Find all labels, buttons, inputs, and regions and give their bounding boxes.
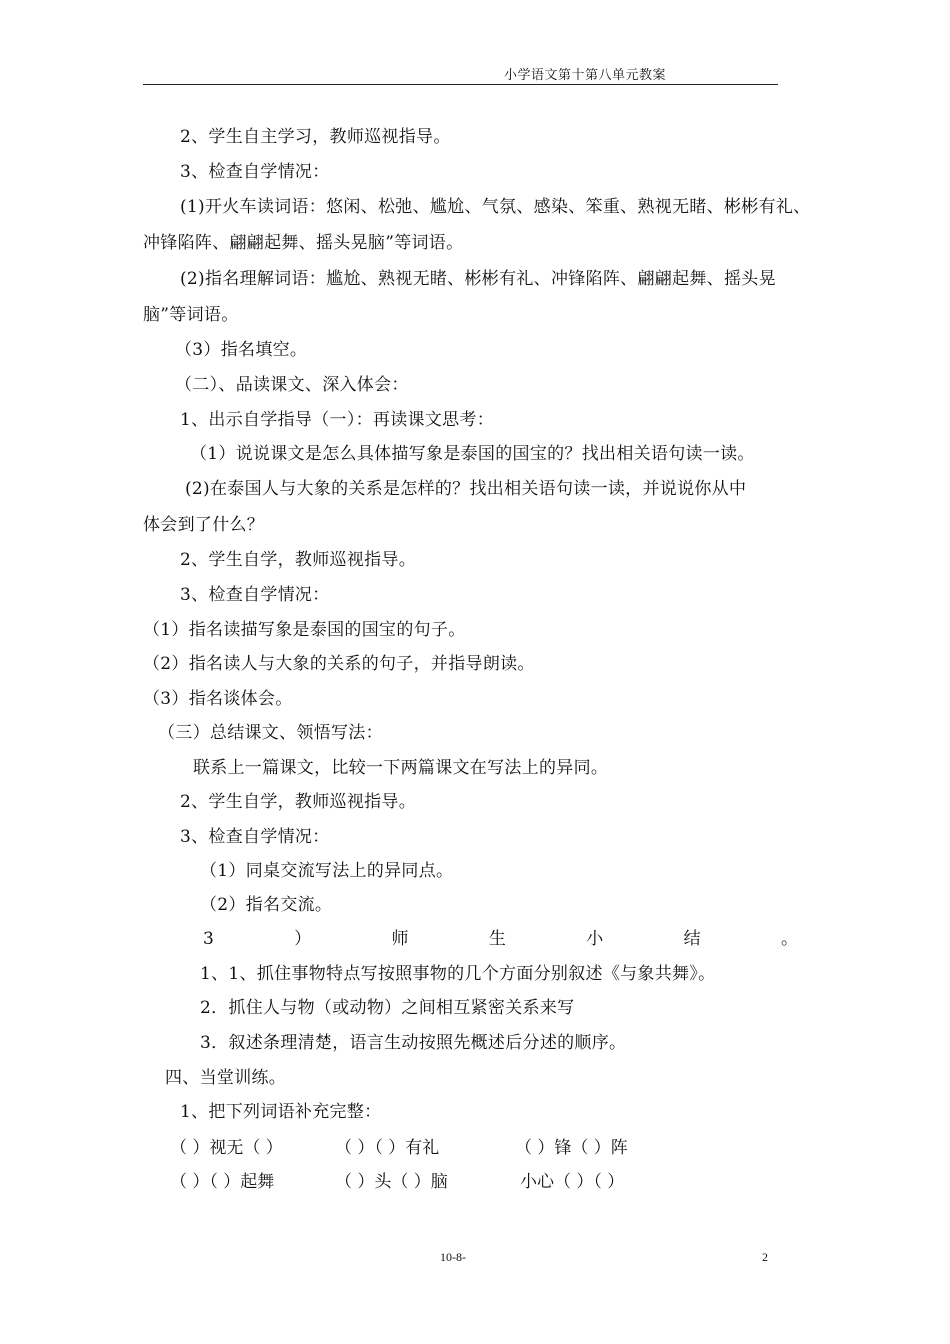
spread-char: 结 bbox=[683, 929, 701, 949]
text-line: (1)开火车读词语：悠闲、松弛、尴尬、气氛、感染、笨重、熟视无睹、彬彬有礼、 bbox=[180, 197, 811, 217]
text-line: （3）指名谈体会。 bbox=[143, 689, 293, 709]
spread-char: 小 bbox=[586, 929, 604, 949]
exercise-item: （ ）锋（ ）阵 bbox=[515, 1138, 628, 1158]
exercise-item: （ ）（ ）有礼 bbox=[335, 1138, 440, 1158]
page-number: 2 bbox=[762, 1250, 768, 1264]
text-line: 1、出示自学指导（一）：再读课文思考： bbox=[180, 410, 495, 430]
exercise-item: 小心（ ）（ ） bbox=[520, 1172, 625, 1192]
text-line: （1）同桌交流写法上的异同点。 bbox=[200, 861, 454, 881]
text-line: 2、学生自主学习，教师巡视指导。 bbox=[180, 127, 451, 147]
text-line: （3）指名填空。 bbox=[175, 340, 308, 360]
spread-char: 3 bbox=[203, 929, 214, 949]
text-line: 3、检查自学情况： bbox=[180, 827, 330, 847]
spread-char: 。 bbox=[780, 929, 798, 949]
text-line: 脑”等词语。 bbox=[143, 305, 239, 325]
text-line: 2、学生自学，教师巡视指导。 bbox=[180, 792, 417, 812]
text-line: 3、检查自学情况： bbox=[180, 585, 330, 605]
teacher-summary-line bbox=[203, 928, 798, 950]
text-line: 2．抓住人与物（或动物）之间相互紧密关系来写 bbox=[200, 998, 575, 1018]
exercise-row-2 bbox=[0, 1171, 950, 1193]
text-line: 体会到了什么？ bbox=[143, 515, 265, 535]
text-line: 冲锋陷阵、翩翩起舞、摇头晃脑”等词语。 bbox=[143, 233, 464, 253]
text-line: 四、当堂训练。 bbox=[165, 1068, 287, 1088]
text-line: （1）说说课文是怎么具体描写象是泰国的国宝的？找出相关语句读一读。 bbox=[190, 444, 755, 464]
text-line: （2）指名交流。 bbox=[200, 895, 333, 915]
exercise-row-1 bbox=[0, 1137, 950, 1159]
page-header bbox=[143, 62, 778, 85]
text-line: （2）指名读人与大象的关系的句子，并指导朗读。 bbox=[143, 654, 535, 674]
text-line: （二）、品读课文、深入体会： bbox=[175, 375, 409, 395]
text-line: （1）指名读描写象是泰国的国宝的句子。 bbox=[143, 620, 466, 640]
header-title: 小学语文第十第八单元教案 bbox=[503, 68, 666, 83]
exercise-item: （ ）头（ ）脑 bbox=[335, 1172, 448, 1192]
text-line: 3、检查自学情况： bbox=[180, 162, 330, 182]
text-line: 1、把下列词语补充完整： bbox=[180, 1102, 382, 1122]
text-line: 2、学生自学，教师巡视指导。 bbox=[180, 550, 417, 570]
footer-code: 10-8- bbox=[440, 1250, 466, 1264]
spread-char: 生 bbox=[488, 929, 506, 949]
text-line: 联系上一篇课文，比较一下两篇课文在写法上的异同。 bbox=[193, 758, 609, 778]
spread-char: ） bbox=[294, 929, 312, 949]
exercise-item: （ ）视无（ ） bbox=[170, 1138, 283, 1158]
text-line: 3．叙述条理清楚，语言生动按照先概述后分述的顺序。 bbox=[200, 1033, 627, 1053]
spread-char: 师 bbox=[391, 929, 409, 949]
text-line: （三）总结课文、领悟写法： bbox=[158, 723, 383, 743]
text-line: (2)指名理解词语：尴尬、熟视无睹、彬彬有礼、冲锋陷阵、翩翩起舞、摇头晃 bbox=[180, 269, 776, 289]
exercise-item: （ ）（ ）起舞 bbox=[170, 1172, 275, 1192]
text-line: (2)在泰国人与大象的关系是怎样的？找出相关语句读一读，并说说你从中 bbox=[185, 479, 747, 499]
text-line: 1、1、抓住事物特点写按照事物的几个方面分别叙述《与象共舞》。 bbox=[200, 964, 716, 984]
